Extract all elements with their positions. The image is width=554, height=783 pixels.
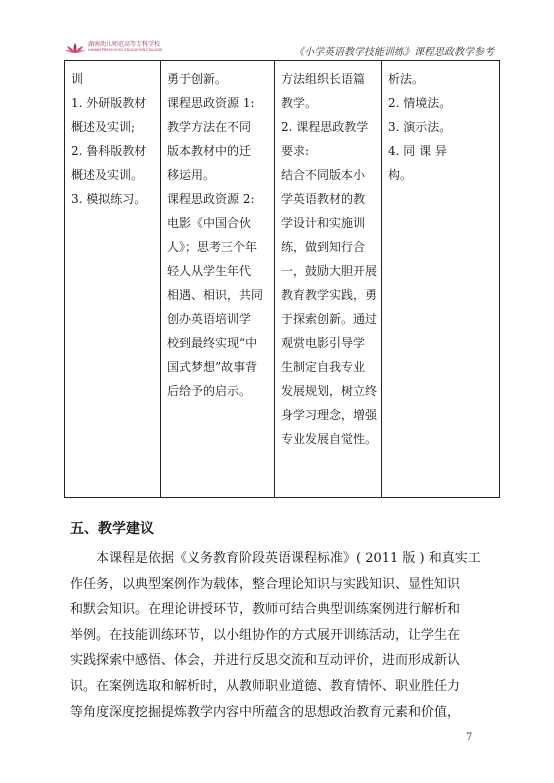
cell-line: 一，鼓励大胆开展 [281,264,378,278]
cell-line: 课程思政资源 2: [167,192,255,206]
section-heading: 五、教学建议 [70,521,154,537]
cell-line: 要求: [281,144,310,158]
logo-name: 湖南幼儿师范高等专科学校 [88,41,161,48]
paragraph-line: 本课程是依据《义务教育阶段英语课程标准》( 2011 版 ) 和真实工 [70,551,481,566]
cell-line: 生制定自我专业 [281,360,366,374]
cell-line: 析法。 [388,72,425,86]
cell-line: 课程思政资源 1: [167,96,255,110]
cell-training-content [65,61,161,498]
cell-line: 2. 课程思政教学 [281,120,369,134]
page-header [64,38,494,60]
cell-line: 移运用。 [167,168,216,182]
school-logo [64,40,174,54]
cell-line: 教育教学实践，勇 [281,288,378,302]
cell-line: 观赏电影引导学 [281,336,366,350]
cell-line: 相遇、相识，共同 [167,288,264,302]
cell-line: 身学习理念，增强 [281,408,378,422]
paragraph-line: 举例。在技能训练环节，以小组协作的方式展开训练活动，让学生在 [70,627,461,643]
cell-line: 国式梦想”故事背 [167,360,258,374]
cell-line: 训 [71,72,84,86]
cell-line: 轻人从学生年代 [167,264,252,278]
cell-line: 专业发展自觉性。 [281,432,378,446]
cell-line: 2. 情境法。 [388,96,452,110]
cell-line: 后给予的启示。 [167,384,252,398]
lotus-icon [64,41,86,55]
cell-line: 电影《中国合伙 [167,216,252,230]
cell-line: 构。 [388,168,413,182]
cell-line: 4. 同 课 异 [388,144,447,158]
running-title: 《小学英语教学技能训练》课程思政教学参考 [294,47,494,58]
cell-line: 校到最终实现“中 [167,336,258,350]
cell-line: 1. 外研版教材 [71,96,147,110]
cell-line: 发展规划，树立终 [281,384,378,398]
cell-line: 概述及实训。 [71,168,144,182]
cell-line: 概述及实训; [71,120,136,134]
paragraph-line: 等角度深度挖掘提炼教学内容中所蕴含的思想政治教育元素和价值， [70,704,461,720]
paragraph-line: 和默会知识。在理论讲授环节，教师可结合典型训练案例进行解析和 [70,602,461,618]
curriculum-table [64,60,500,498]
cell-line: 版本教材中的迁 [167,144,252,158]
cell-line: 方法组织长语篇 [281,72,366,86]
cell-line: 3. 演示法。 [388,120,452,134]
cell-line: 结合不同版本小 [281,168,366,182]
cell-line: 于探索创新。通过 [281,312,378,326]
cell-ideological-resources [161,61,275,498]
cell-line: 人》；思考三个年 [167,240,258,254]
table-row [65,61,500,498]
cell-line: 创办英语培训学 [167,312,252,326]
paragraph-line: 作任务，以典型案例作为载体，整合理论知识与实践知识、显性知识 [70,576,461,592]
cell-teaching-requirements [275,61,382,498]
cell-line: 2. 鲁科版教材 [71,144,147,158]
cell-line: 教学。 [281,96,318,110]
cell-line: 学英语教材的教 [281,192,366,206]
paragraph-line: 识。在案例选取和解析时，从教师职业道德、教育情怀、职业胜任力 [70,678,461,694]
cell-line: 学设计和实施训 [281,216,366,230]
paragraph-line: 实践探索中感悟、体会，并进行反思交流和互动评价，进而形成新认 [70,653,461,669]
page-number: 7 [466,732,473,743]
cell-line: 3. 模拟练习。 [71,192,147,206]
section-paragraph [70,546,488,725]
cell-line: 练，做到知行合 [281,240,366,254]
cell-line: 勇于创新。 [167,72,228,86]
logo-subname: HUNAN PRESCHOOL EDUCATION COLLEGE [88,48,163,52]
cell-line: 教学方法在不同 [167,120,252,134]
cell-teaching-methods [382,61,500,498]
